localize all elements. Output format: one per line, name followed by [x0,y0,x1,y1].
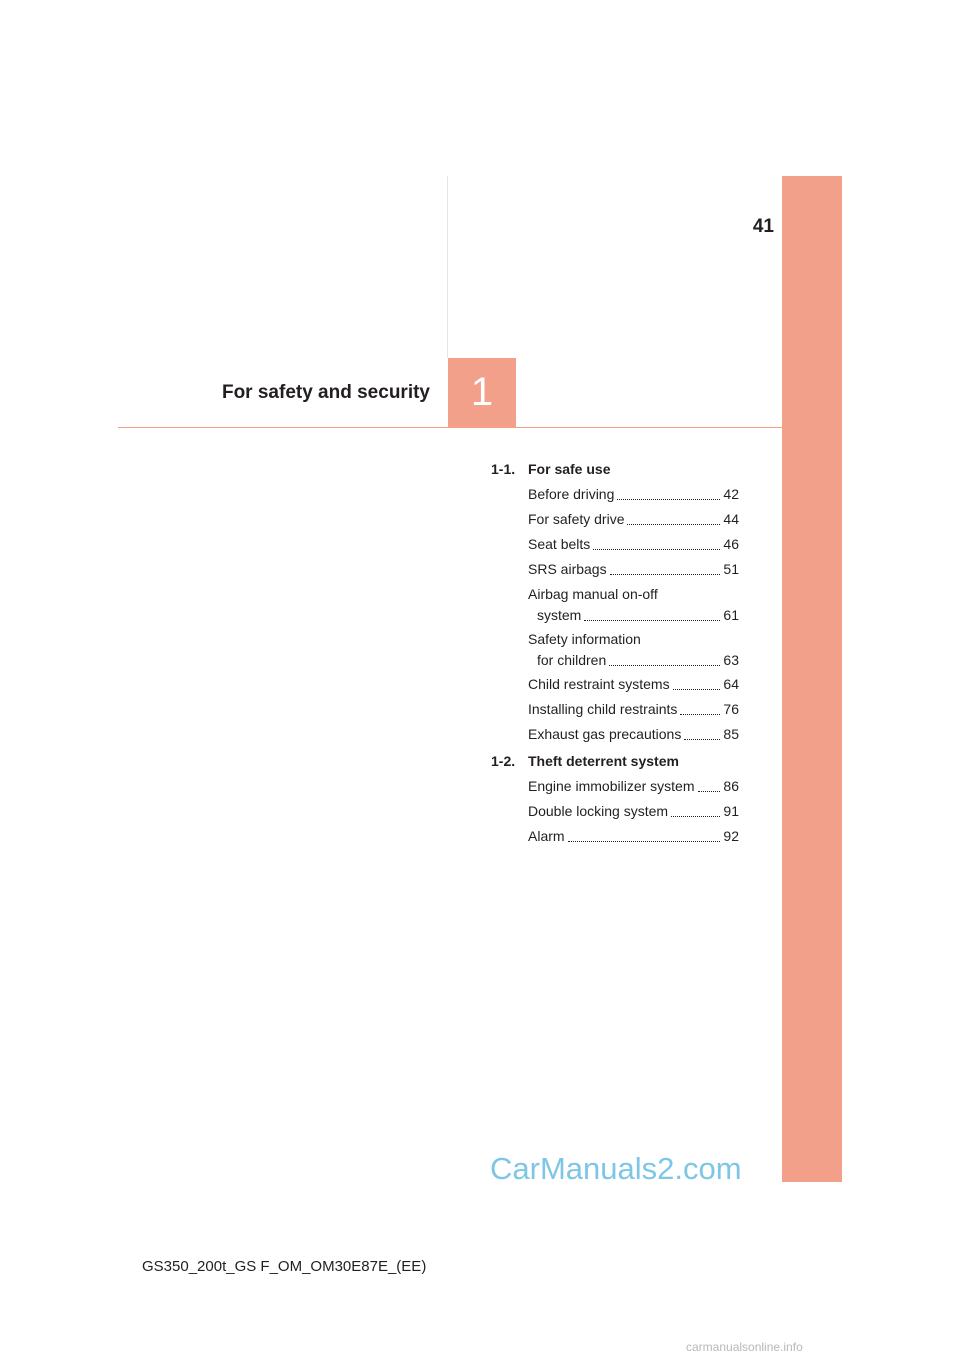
entry-label: SRS airbags [528,561,607,577]
toc-entry-alarm[interactable] [528,826,739,847]
leader-dots [680,714,720,715]
entry-label: Safety information [528,631,641,647]
leader-dots [609,665,720,666]
entry-page: 44 [723,511,739,527]
leader-dots [673,689,721,690]
entry-label: Seat belts [528,536,591,552]
toc-section-1-1[interactable] [491,461,610,477]
entry-label: Exhaust gas precautions [528,726,682,742]
leader-dots [593,549,720,550]
toc-entry-double-locking-system[interactable] [528,801,739,822]
leader-dots [617,499,720,500]
chapter-title: For safety and security [221,382,430,403]
entry-page: 61 [723,607,739,623]
entry-page: 63 [723,652,739,668]
leader-dots [584,620,720,621]
leader-dots [627,524,720,525]
entry-label: Airbag manual on-off [528,586,658,602]
entry-label: Alarm [528,828,565,844]
chapter-number-box: 1 [448,358,516,427]
leader-dots [684,739,720,740]
entry-page: 86 [723,778,739,794]
entry-label-continued: for children [537,652,607,668]
footer-doc-code: GS350_200t_GS F_OM_OM30E87E_(EE) [142,1258,427,1275]
entry-label: For safety drive [528,511,625,527]
entry-label: Double locking system [528,803,669,819]
leader-dots [610,574,721,575]
section-title: For safe use [528,461,611,477]
entry-page: 85 [723,726,739,742]
toc-section-1-2[interactable] [491,753,679,769]
entry-page: 46 [723,536,739,552]
section-number: 1-2. [491,753,516,769]
leader-dots [568,841,721,842]
toc-entry-engine-immobilizer-system[interactable] [528,776,739,797]
entry-label: Before driving [528,486,615,502]
entry-label: Engine immobilizer system [528,778,695,794]
header-vertical-rule [447,176,448,358]
chapter-side-tab [782,176,842,1182]
header-horizontal-rule [118,427,782,428]
toc-entry-for-safety-drive[interactable] [528,509,739,530]
entry-page: 42 [723,486,739,502]
entry-label: Installing child restraints [528,701,678,717]
entry-page: 91 [723,803,739,819]
toc-entry-srs-airbags[interactable] [528,559,739,580]
toc-entry-child-restraint-systems[interactable] [528,674,739,695]
leader-dots [698,791,721,792]
section-title: Theft deterrent system [528,753,679,769]
toc-entry-seat-belts[interactable] [528,534,739,555]
site-credit: carmanualsonline.info [686,1340,803,1354]
entry-page: 64 [723,676,739,692]
section-number: 1-1. [491,461,516,477]
toc-entry-before-driving[interactable] [528,484,739,505]
toc-entry-installing-child-restraints[interactable] [528,699,739,720]
watermark-logo: CarManuals2.com [490,1151,742,1186]
toc-entry-airbag-manual-on-off[interactable] [528,584,739,626]
entry-label: Child restraint systems [528,676,670,692]
page-number: 41 [752,216,774,237]
entry-page: 51 [723,561,739,577]
entry-page: 92 [723,828,739,844]
toc-entry-exhaust-gas-precautions[interactable] [528,724,739,745]
toc-entry-safety-information[interactable] [528,629,739,671]
leader-dots [671,816,720,817]
entry-page: 76 [723,701,739,717]
entry-label-continued: system [537,607,582,623]
